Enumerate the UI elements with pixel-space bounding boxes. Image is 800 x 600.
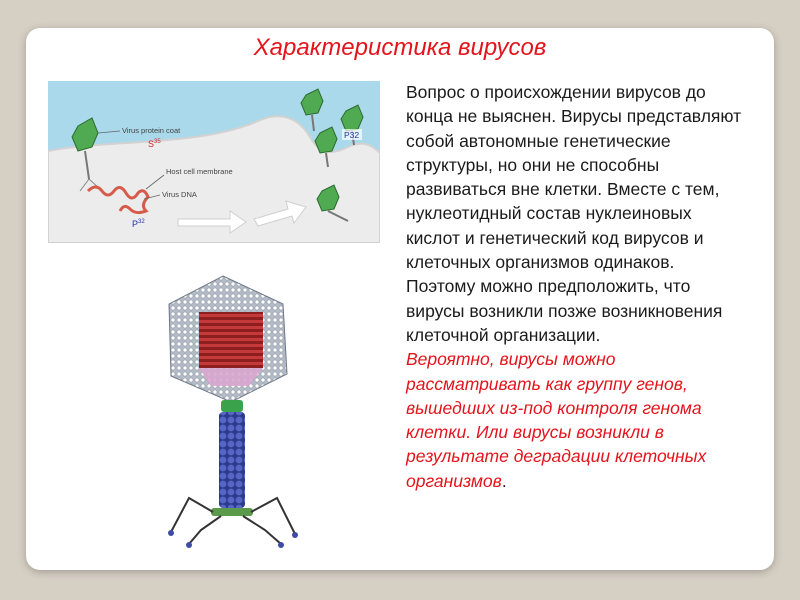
label-s-sup: 35 [154,139,161,145]
paragraph-hypothesis: Вероятно, вирусы можно рассматривать как группу генов, вышедших из-под контроля генома клетки. Или вирусы возникли в результате деградации клеточных организмов [406,349,707,491]
body-text [406,80,746,493]
label-p: P [132,219,139,229]
slide [26,28,774,570]
label-s: S [148,139,155,149]
bacteriophage-illustration [131,272,331,552]
label-host-cell-membrane: Host cell membrane [166,167,233,176]
slide-title: Характеристика вирусов [253,34,547,61]
label-p-sup: 32 [138,219,145,225]
label-virus-dna: Virus DNA [162,190,197,199]
label-p32-virion: P32 [344,130,360,140]
infection-diagram [48,81,380,243]
paragraph-main: Вопрос о происхождении вирусов до конца не выяснен. Вирусы представляют собой автономные генетические структуры, но они не способны развиваться вне клетки. Вместе с тем, нуклеотидный состав нуклеиновых кислот и генетический код вирусов и клеточных организмов одинаков. Поэтому можно предположить, что вирусы возникли позже возникновения клеточной организации. [406,82,742,345]
paragraph-end: . [501,470,507,491]
label-virus-protein-coat: Virus protein coat [122,126,181,135]
